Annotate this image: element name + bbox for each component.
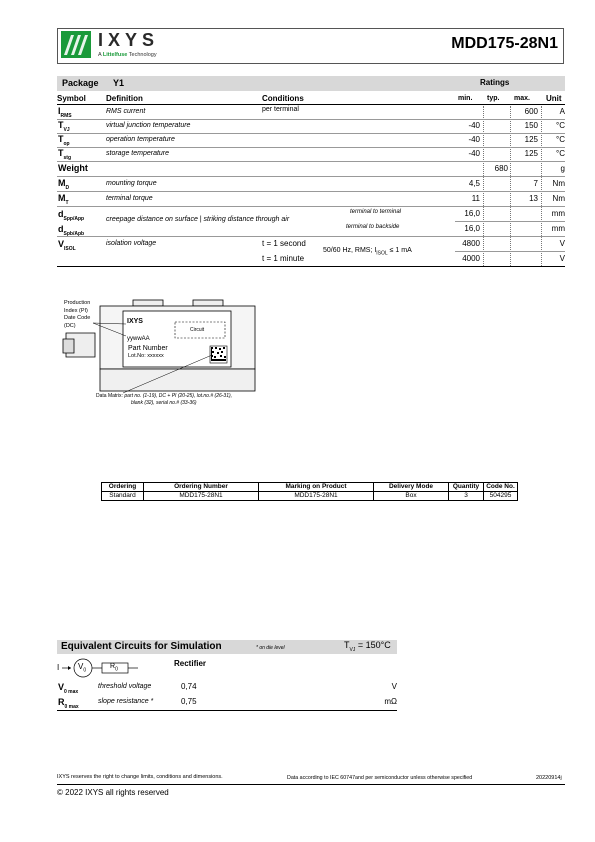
footer-right: 20220914j (536, 775, 562, 781)
footer-rule (57, 784, 565, 785)
row-rule (57, 191, 565, 192)
ixys-logo-icon (61, 31, 91, 58)
rectifier-label: Rectifier (174, 659, 207, 668)
isol-cond-1: t = 1 second (262, 239, 306, 248)
creep-min-2: 16,0 (464, 224, 480, 233)
circuit-current-label: I (57, 663, 60, 672)
ordering-row (102, 492, 518, 501)
part-number-title: MDD175-28N1 (451, 35, 558, 52)
rating-max: 7 (533, 179, 538, 188)
rating-symbol: $M_D$ (58, 178, 70, 191)
ord-quantity: 3 (449, 492, 484, 501)
row-rule (455, 251, 565, 252)
circuit-r0-label: $R_0$ (110, 663, 118, 673)
brand-subtitle: A Littelfuse Technology (98, 52, 157, 58)
rating-unit: Nm (552, 179, 565, 188)
data-matrix-line1: Data Matrix: part no. (1-19), DC + PI (20-25), lot.no.# (26-31), (96, 393, 233, 399)
ordering-header-row (102, 483, 518, 492)
equivalent-title: Equivalent Circuits for Simulation (61, 641, 222, 652)
rating-symbol: $T_{op}$ (58, 134, 70, 147)
isol-min-1: 4800 (462, 239, 480, 248)
table-bottom-rule (57, 266, 565, 267)
creep-cond-1: terminal to terminal (350, 209, 402, 215)
creep-definition: creepage distance on surface | striking distance through air (106, 216, 290, 223)
header-rule (57, 104, 565, 105)
eq-val-r0: 0,75 (181, 697, 197, 706)
rating-unit: g (560, 164, 565, 173)
rating-unit: Nm (552, 194, 565, 203)
footer-left: IXYS reserves the right to change limits, conditions and dimensions. (57, 774, 223, 780)
copyright: © 2022 IXYS all rights reserved (57, 788, 169, 797)
eq-def-v0: threshold voltage (98, 683, 152, 690)
creep-symbol-1: $d_{Spp/App}$ (58, 209, 85, 222)
col-max: max. (514, 95, 530, 102)
rating-symbol: Weight (58, 163, 88, 173)
rating-unit: A (559, 107, 565, 116)
isol-cond-2: t = 1 minute (262, 254, 305, 263)
isol-min-2: 4000 (462, 254, 480, 263)
rating-min: -40 (468, 121, 480, 130)
col-sep (483, 106, 484, 266)
rating-unit: °C (556, 135, 565, 144)
col-symbol: Symbol (57, 94, 86, 103)
col-definition: Definition (106, 94, 143, 103)
eq-def-r0: slope resistance * (98, 698, 154, 705)
isol-unit-2: V (559, 254, 565, 263)
ord-number: MDD175-28N1 (144, 492, 259, 501)
rating-definition: RMS current (106, 108, 146, 115)
row-rule (57, 236, 565, 237)
label-datecode: Date Code (64, 315, 91, 321)
rating-max: 125 (524, 135, 538, 144)
equivalent-note: * on die level (256, 645, 285, 651)
label-production: Production (64, 300, 91, 306)
ord-code: 504295 (484, 492, 518, 501)
label-index: Index (PI) (64, 307, 88, 314)
rating-min: -40 (468, 135, 480, 144)
marking-circuit: Circuit (190, 327, 205, 333)
rating-unit: °C (556, 121, 565, 130)
marking-part-number: Part Number (128, 345, 168, 352)
rating-min: 11 (471, 194, 480, 203)
creep-unit-2: mm (551, 224, 565, 233)
ord-h-quantity: Quantity (449, 483, 484, 492)
ordering-table (101, 482, 518, 501)
eq-unit-r0: mΩ (384, 697, 397, 706)
rating-definition: operation temperature (106, 136, 175, 143)
rating-unit: °C (556, 149, 565, 158)
rating-symbol: $I_{RMS}$ (58, 106, 72, 119)
rating-max: 125 (524, 149, 538, 158)
col-conditions: Conditions (262, 94, 304, 103)
footer-mid: Data according to IEC 60747and per semiconductor unless otherwise specified (287, 775, 473, 781)
ord-marking: MDD175-28N1 (259, 492, 374, 501)
isol-symbol: $V_{ISOL}$ (58, 239, 76, 252)
rating-condition: per terminal (262, 106, 299, 113)
rating-definition: mounting torque (106, 180, 157, 187)
marking-yyww: yywwAA (127, 336, 150, 342)
ord-delivery: Box (374, 492, 449, 501)
ord-ordering: Standard (102, 492, 144, 501)
eq-unit-v0: V (391, 682, 397, 691)
col-typ: typ. (487, 95, 500, 102)
rating-definition: storage temperature (106, 150, 170, 157)
ord-h-number: Ordering Number (144, 483, 259, 492)
package-value: Y1 (113, 78, 125, 88)
ord-h-code: Code No. (484, 483, 518, 492)
eq-sym-v0: $V_{0 max}$ (58, 682, 79, 695)
rating-max: 13 (529, 194, 538, 203)
ord-h-ordering: Ordering (102, 483, 144, 492)
eq-val-v0: 0,74 (181, 682, 197, 691)
row-rule (57, 161, 565, 162)
row-rule (57, 119, 565, 120)
rating-definition: terminal torque (106, 195, 153, 202)
ord-h-marking: Marking on Product (259, 483, 374, 492)
row-rule (455, 221, 565, 222)
brand-name: IXYS (98, 30, 160, 50)
circuit-v0-label: $V_0$ (78, 662, 87, 674)
rating-min: 4,5 (468, 179, 480, 188)
col-min: min. (458, 95, 473, 102)
marking-lot: Lot.No: xxxxxx (128, 353, 164, 359)
data-matrix-line2: blank (32), serial no.# (33-36) (131, 400, 197, 406)
rating-max: 600 (524, 107, 538, 116)
package-label: Package (62, 78, 99, 88)
row-rule (57, 147, 565, 148)
rating-min: -40 (468, 149, 480, 158)
ord-h-delivery: Delivery Mode (374, 483, 449, 492)
row-rule (57, 176, 565, 177)
row-rule (57, 133, 565, 134)
col-unit: Unit (546, 94, 562, 103)
equivalent-bottom-rule (57, 710, 397, 711)
rating-max: 150 (524, 121, 538, 130)
rating-symbol: $T_{stg}$ (58, 148, 71, 161)
creep-symbol-2: $d_{Spb/Apb}$ (58, 224, 85, 237)
label-dc: (DC) (64, 322, 76, 329)
creep-unit-1: mm (551, 209, 565, 218)
ratings-label: Ratings (480, 78, 510, 87)
rating-definition: virtual junction temperature (106, 122, 191, 129)
creep-cond-2: terminal to backside (346, 224, 400, 230)
tvj-label: $T_{VJ} = 150^\circ C$ (344, 640, 391, 653)
row-rule (57, 206, 565, 207)
isol-unit-1: V (559, 239, 565, 248)
creep-min-1: 16,0 (464, 209, 480, 218)
rating-typ: 680 (494, 164, 508, 173)
eq-sym-r0: $R_{0 max}$ (58, 697, 79, 710)
isol-definition: isolation voltage (106, 240, 157, 247)
rating-symbol: $T_{VJ}$ (58, 120, 70, 133)
isol-cond-common: 50/60 Hz, RMS; $I_{ISOL} \le 1$ mA (323, 247, 412, 257)
rating-symbol: $M_T$ (58, 193, 69, 206)
marking-logo: IXYS (127, 318, 143, 325)
